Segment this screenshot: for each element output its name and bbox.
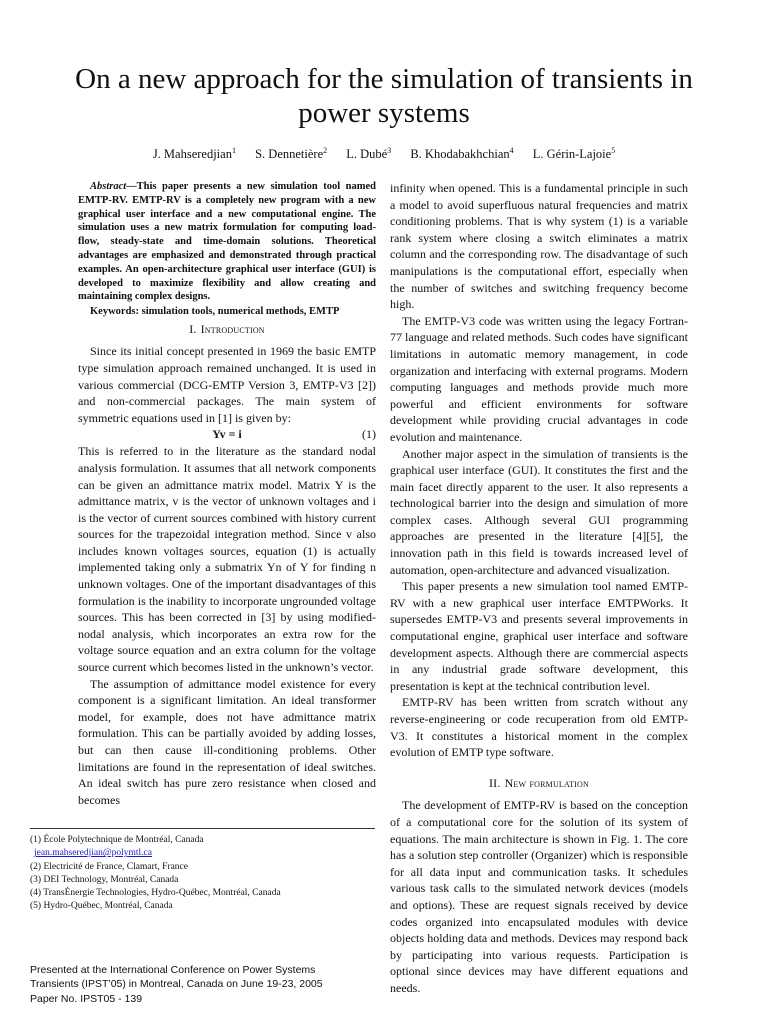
- footnote-divider: [30, 828, 375, 829]
- intro-paragraph-3: The assumption of admittance model existence for every component is a significant limitation. An ideal transformer model, for example, does not have admittance matrix formulation. This can be partially avoided by adding losses, but can then cause ill-conditioning problems. Other limitations are found in the representation of ideal switches. An ideal switch has pure zero resistance when closed and becomes: [78, 676, 376, 807]
- author-list: [60, 147, 708, 162]
- conference-line-3: Paper No. IPST05 - 139: [30, 992, 143, 1005]
- footnote-3: (3) DEI Technology, Montréal, Canada: [30, 874, 179, 885]
- author-1: J. Mahseredjian$^1$: [152, 145, 236, 161]
- intro-paragraph-2: This is referred to in the literature as the standard nodal analysis formulation. It assumes that all network components can be given an admittance matrix model. Matrix Y is the admittance matrix, v is the vector of unknown voltages and i is the vector of current sources combined with history current sources for the trapezoidal integration method. Since v also includes known voltages sources, equation (1) is actually implemented taking only a submatrix Yn of Y for finding n unknown voltages. One of the important disadvantages of this formulation is the inability to incorporate ungrounded voltage sources. This has been corrected in [3] by using modified-nodal analysis, which incorporates an extra row for the voltage source equation and an extra column for the voltage source current which becomes listed in the unknown’s vector.: [78, 444, 376, 675]
- abstract: [78, 180, 376, 304]
- conference-note: [30, 963, 380, 1006]
- equation-text: Yv = i: [212, 427, 242, 442]
- intro-paragraph-5: The EMTP-V3 code was written using the legacy Fortran-77 language and related methods. Such codes have significant limitations in automatic memory management, in code organization and interfacing with external programs. Modern computing languages and methods provide much more powerful and efficient environments for software development while providing crucial advantages in code evolution and maintenance.: [390, 313, 688, 444]
- abstract-heading: Abstract: [90, 181, 127, 192]
- author-3: L. Dubé$^3$: [346, 145, 392, 161]
- footnote-2: (2) Electricité de France, Clamart, France: [30, 861, 188, 872]
- author-4: B. Khodabakhchian$^4$: [410, 145, 514, 161]
- intro-paragraph-1: Since its initial concept presented in 1969 the basic EMTP type simulation approach remained unchanged. It is used in various commercial (DCG-EMTP Version 3, EMTP-V3 [2]) and non-commercial packages. The main system of symmetric equations used in [1] is given by:: [78, 344, 376, 425]
- author-5: L. Gérin-Lajoie$^5$: [532, 145, 616, 161]
- section-heading-introduction: I. Introduction: [189, 321, 265, 336]
- intro-paragraph-6: Another major aspect in the simulation of transients is the graphical user interface (GUI). It constitutes the first and the main facet directly apparent to the user. It also represents a technological barrier into the design and simulation of more complex cases. Although several GUI programming approaches are presented in the literature [4][5], the innovation path in this field is towards increased level of automation, open-architecture and advanced visualization.: [390, 446, 688, 577]
- equation-1: [78, 426, 376, 443]
- footnote-1: (1) École Polytechnique de Montréal, Canada: [30, 835, 204, 845]
- abstract-body: —This paper presents a new simulation tool named EMTP-RV. EMTP-RV is a completely new program with a new graphical user interface and a new computational engine. The simulation uses a new matrix formulation for computing load-flow, steady-state and time-domain solutions. Theoretical advantages are emphasized and demonstrated through practical examples. An open-architecture graphical user interface (GUI) is developed to maximize flexibility and allow creating and maintaining complex designs.: [78, 181, 376, 303]
- footnote-email-line: [30, 847, 380, 860]
- new-formulation-paragraph-1: The development of EMTP-RV is based on the conception of a computational core for the solution of its system of equations. The main architecture is shown in Fig. 1. The core has a solution step controller (Organizer) which is responsible for all data input and communication tasks. It schedules various task calls to the simulated network devices (models and options). These are request signals received by device codes organized into encapsulated modules with device objects holding data and methods. Devices may respond back by participating into various requests. Participation is optional since devices may have different equations and needs.: [390, 798, 688, 995]
- paper-title: On a new approach for the simulation of transients in power systems: [75, 63, 693, 129]
- section-heading-new-formulation: II. New formulation: [488, 775, 590, 790]
- footnote-4: (4) TransÉnergie Technologies, Hydro-Québec, Montréal, Canada: [30, 888, 281, 899]
- keywords: Keywords: simulation tools, numerical methods, EMTP: [90, 306, 340, 318]
- intro-paragraph-8: EMTP-RV has been written from scratch without any reverse-engineering or code recuperation from old EMTP-V3. It constitutes a historical moment in the complex evolution of EMTP type software.: [390, 695, 688, 760]
- author-email-link[interactable]: jean.mahseredjian@polymtl.ca: [34, 848, 152, 859]
- footnote-5: (5) Hydro-Québec, Montréal, Canada: [30, 901, 173, 912]
- right-column: [390, 180, 688, 997]
- intro-paragraph-7: This paper presents a new simulation tool named EMTP-RV with a new graphical user interface EMTPWorks. It supersedes EMTP-V3 and presents several improvements in computational engine, graphical user interface and software development aspects. Although there are commercial aspects in any industrial grade software development, this presentation is kept at the technical contribution level.: [390, 579, 688, 693]
- conference-line-1: Presented at the International Conference on Power Systems: [30, 964, 316, 976]
- affiliation-footnotes: [30, 828, 380, 914]
- left-column: [78, 180, 376, 808]
- author-2: S. Dennetière$^2$: [255, 145, 328, 161]
- intro-paragraph-4: infinity when opened. This is a fundamental principle in such a model to avoid superfluous natural frequencies and matrix conditioning problems. That is why system (1) is a variable rank system where closing a switch eliminates a matrix column and the corresponding row. The disadvantage of such manipulations is the computational effort, especially when the number of switches and switching frequency become high.: [390, 181, 688, 312]
- equation-number: (1): [362, 427, 376, 442]
- conference-line-2: Transients (IPST’05) in Montreal, Canada on June 19-23, 2005: [30, 978, 323, 991]
